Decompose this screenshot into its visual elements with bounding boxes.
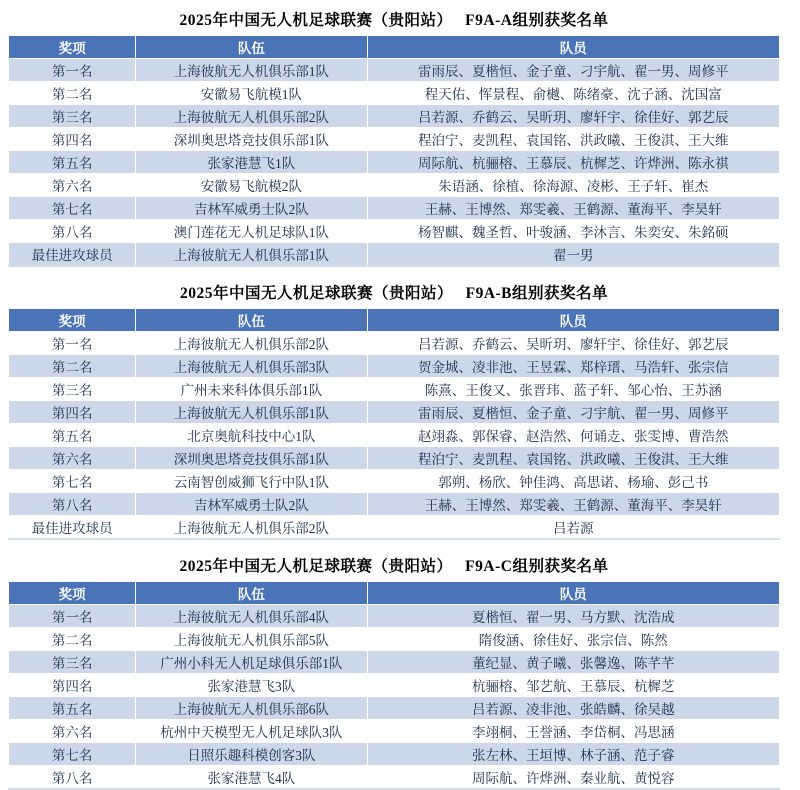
team-cell: 北京奥航科技中心1队 xyxy=(136,424,367,447)
team-cell: 上海彼航无人机俱乐部2队 xyxy=(136,105,367,128)
players-cell: 雷雨辰、夏楷恒、金子童、刁宇航、翟一男、周修平 xyxy=(367,401,780,424)
players-cell: 陈熹、王俊又、张晋玮、蓝子轩、邹心怡、王苏涵 xyxy=(367,378,780,401)
table-row xyxy=(9,174,780,197)
team-cell: 上海彼航无人机俱乐部1队 xyxy=(136,401,367,424)
players-cell: 吕若源、乔鹤云、吴昕玥、廖轩宇、徐佳好、郭艺辰 xyxy=(367,105,780,128)
team-cell: 广州未来科体俱乐部1队 xyxy=(136,378,367,401)
award-cell: 最佳进攻球员 xyxy=(9,243,136,267)
players-cell: 董纪显、黄子曦、张馨逸、陈芊芊 xyxy=(367,651,780,674)
team-cell: 吉林军威勇士队2队 xyxy=(136,197,367,220)
table-row xyxy=(9,605,780,628)
table-title-group-b: 2025年中国无人机足球联赛（贵阳站） F9A-B组别获奖名单 xyxy=(179,285,609,302)
table-row xyxy=(9,493,780,516)
award-cell: 第八名 xyxy=(9,220,136,243)
team-cell: 上海彼航无人机俱乐部1队 xyxy=(136,59,367,82)
header-row xyxy=(9,36,780,59)
award-section-group-c xyxy=(8,554,780,790)
team-cell: 上海彼航无人机俱乐部1队 xyxy=(136,243,367,267)
table-row xyxy=(9,128,780,151)
award-cell: 第四名 xyxy=(9,401,136,424)
players-cell: 朱语涵、徐植、徐海源、凌彬、王子轩、崔杰 xyxy=(367,174,780,197)
players-cell: 王赫、王博然、郑雯羲、王鹤源、董海平、李昊轩 xyxy=(367,197,780,220)
players-cell: 程泊宁、麦凯程、袁国铭、洪政曦、王俊淇、王大维 xyxy=(367,128,780,151)
award-cell: 第四名 xyxy=(9,674,136,697)
team-cell: 上海彼航无人机俱乐部5队 xyxy=(136,628,367,651)
players-cell: 隋俊涵、徐佳好、张宗信、陈然 xyxy=(367,628,780,651)
column-header: 奖项 xyxy=(9,582,136,605)
award-cell: 最佳进攻球员 xyxy=(9,516,136,540)
team-cell: 张家港慧飞4队 xyxy=(136,766,367,790)
table-row xyxy=(9,151,780,174)
players-cell: 周际航、许烨洲、秦业航、黄悦容 xyxy=(367,766,780,790)
players-cell: 雷雨辰、夏楷恒、金子童、刁宇航、翟一男、周修平 xyxy=(367,59,780,82)
team-cell: 上海彼航无人机俱乐部2队 xyxy=(136,516,367,540)
players-cell: 贺金城、凌非池、王昱霖、郑梓瑨、马浩轩、张宗信 xyxy=(367,355,780,378)
players-cell: 杭骊榕、邹艺航、王慕辰、杭樨芝 xyxy=(367,674,780,697)
award-cell: 第六名 xyxy=(9,720,136,743)
header-row xyxy=(9,309,780,332)
award-section-group-a xyxy=(8,8,780,267)
team-cell: 吉林军威勇士队2队 xyxy=(136,493,367,516)
award-cell: 第五名 xyxy=(9,697,136,720)
column-header: 奖项 xyxy=(9,309,136,332)
award-cell: 第七名 xyxy=(9,743,136,766)
table-row xyxy=(9,697,780,720)
award-section-group-b xyxy=(8,281,780,540)
team-cell: 张家港慧飞1队 xyxy=(136,151,367,174)
table-row xyxy=(9,720,780,743)
column-header: 队伍 xyxy=(136,36,367,59)
award-table-group-c xyxy=(8,581,780,790)
table-row xyxy=(9,105,780,128)
players-cell: 杨智麒、魏圣哲、叶骏涵、李沐言、朱奕安、朱銘硕 xyxy=(367,220,780,243)
table-row xyxy=(9,766,780,790)
award-cell: 第五名 xyxy=(9,424,136,447)
table-row xyxy=(9,628,780,651)
team-cell: 安徽易飞航模2队 xyxy=(136,174,367,197)
team-cell: 深圳奥思塔竞技俱乐部1队 xyxy=(136,128,367,151)
header-row xyxy=(9,582,780,605)
table-row xyxy=(9,516,780,540)
award-cell: 第八名 xyxy=(9,493,136,516)
team-cell: 张家港慧飞3队 xyxy=(136,674,367,697)
players-cell: 张左林、王垣博、林子涵、范子睿 xyxy=(367,743,780,766)
award-cell: 第一名 xyxy=(9,332,136,355)
table-row xyxy=(9,651,780,674)
team-cell: 杭州中天模型无人机足球队3队 xyxy=(136,720,367,743)
team-cell: 上海彼航无人机俱乐部6队 xyxy=(136,697,367,720)
table-row xyxy=(9,674,780,697)
table-row xyxy=(9,243,780,267)
table-row xyxy=(9,470,780,493)
award-cell: 第三名 xyxy=(9,378,136,401)
award-cell: 第六名 xyxy=(9,447,136,470)
award-cell: 第六名 xyxy=(9,174,136,197)
award-cell: 第七名 xyxy=(9,470,136,493)
players-cell: 吕若源、凌非池、张皓麟、徐吴越 xyxy=(367,697,780,720)
table-row xyxy=(9,743,780,766)
award-cell: 第八名 xyxy=(9,766,136,790)
table-row xyxy=(9,401,780,424)
team-cell: 云南智创威狮飞行中队1队 xyxy=(136,470,367,493)
award-cell: 第三名 xyxy=(9,105,136,128)
players-cell: 王赫、王博然、郑雯羲、王鹤源、董海平、李昊轩 xyxy=(367,493,780,516)
award-cell: 第四名 xyxy=(9,128,136,151)
award-cell: 第三名 xyxy=(9,651,136,674)
award-table-group-a xyxy=(8,35,780,267)
column-header: 队员 xyxy=(367,309,780,332)
players-cell: 夏楷恒、翟一男、马方默、沈浩成 xyxy=(367,605,780,628)
team-cell: 日照乐趣科模创客3队 xyxy=(136,743,367,766)
award-cell: 第一名 xyxy=(9,605,136,628)
award-cell: 第五名 xyxy=(9,151,136,174)
team-cell: 深圳奥思塔竞技俱乐部1队 xyxy=(136,447,367,470)
players-cell: 吕若源 xyxy=(367,516,780,540)
table-row xyxy=(9,378,780,401)
table-row xyxy=(9,197,780,220)
table-row xyxy=(9,424,780,447)
team-cell: 上海彼航无人机俱乐部2队 xyxy=(136,332,367,355)
award-cell: 第二名 xyxy=(9,628,136,651)
award-cell: 第二名 xyxy=(9,355,136,378)
table-row xyxy=(9,447,780,470)
players-cell: 郭朔、杨欣、钟佳鸿、高思诺、杨瑜、彭己书 xyxy=(367,470,780,493)
award-cell: 第一名 xyxy=(9,59,136,82)
players-cell: 吕若源、乔鹤云、吴昕玥、廖轩宇、徐佳好、郭艺辰 xyxy=(367,332,780,355)
players-cell: 程天佑、恽景程、俞樾、陈绪豪、沈子涵、沈国富 xyxy=(367,82,780,105)
team-cell: 上海彼航无人机俱乐部3队 xyxy=(136,355,367,378)
team-cell: 安徽易飞航模1队 xyxy=(136,82,367,105)
players-cell: 翟一男 xyxy=(367,243,780,267)
award-cell: 第七名 xyxy=(9,197,136,220)
players-cell: 周际航、杭骊榕、王慕辰、杭樨芝、许烨洲、陈永祺 xyxy=(367,151,780,174)
column-header: 队员 xyxy=(367,36,780,59)
column-header: 奖项 xyxy=(9,36,136,59)
table-row xyxy=(9,332,780,355)
table-row xyxy=(9,355,780,378)
column-header: 队员 xyxy=(367,582,780,605)
table-row xyxy=(9,220,780,243)
table-title-group-a: 2025年中国无人机足球联赛（贵阳站） F9A-A组别获奖名单 xyxy=(179,12,609,29)
award-table-group-b xyxy=(8,308,780,540)
award-cell: 第二名 xyxy=(9,82,136,105)
team-cell: 上海彼航无人机俱乐部4队 xyxy=(136,605,367,628)
players-cell: 程泊宁、麦凯程、袁国铭、洪政曦、王俊淇、王大维 xyxy=(367,447,780,470)
players-cell: 赵翊淼、郭保睿、赵浩然、何诵赱、张雯博、曹浩然 xyxy=(367,424,780,447)
team-cell: 广州小科无人机足球俱乐部1队 xyxy=(136,651,367,674)
column-header: 队伍 xyxy=(136,582,367,605)
table-row xyxy=(9,82,780,105)
team-cell: 澳门莲花无人机足球队1队 xyxy=(136,220,367,243)
table-title-group-c: 2025年中国无人机足球联赛（贵阳站） F9A-C组别获奖名单 xyxy=(179,558,609,575)
table-row xyxy=(9,59,780,82)
column-header: 队伍 xyxy=(136,309,367,332)
players-cell: 李翊桐、王誉涵、李岱桐、冯思涵 xyxy=(367,720,780,743)
